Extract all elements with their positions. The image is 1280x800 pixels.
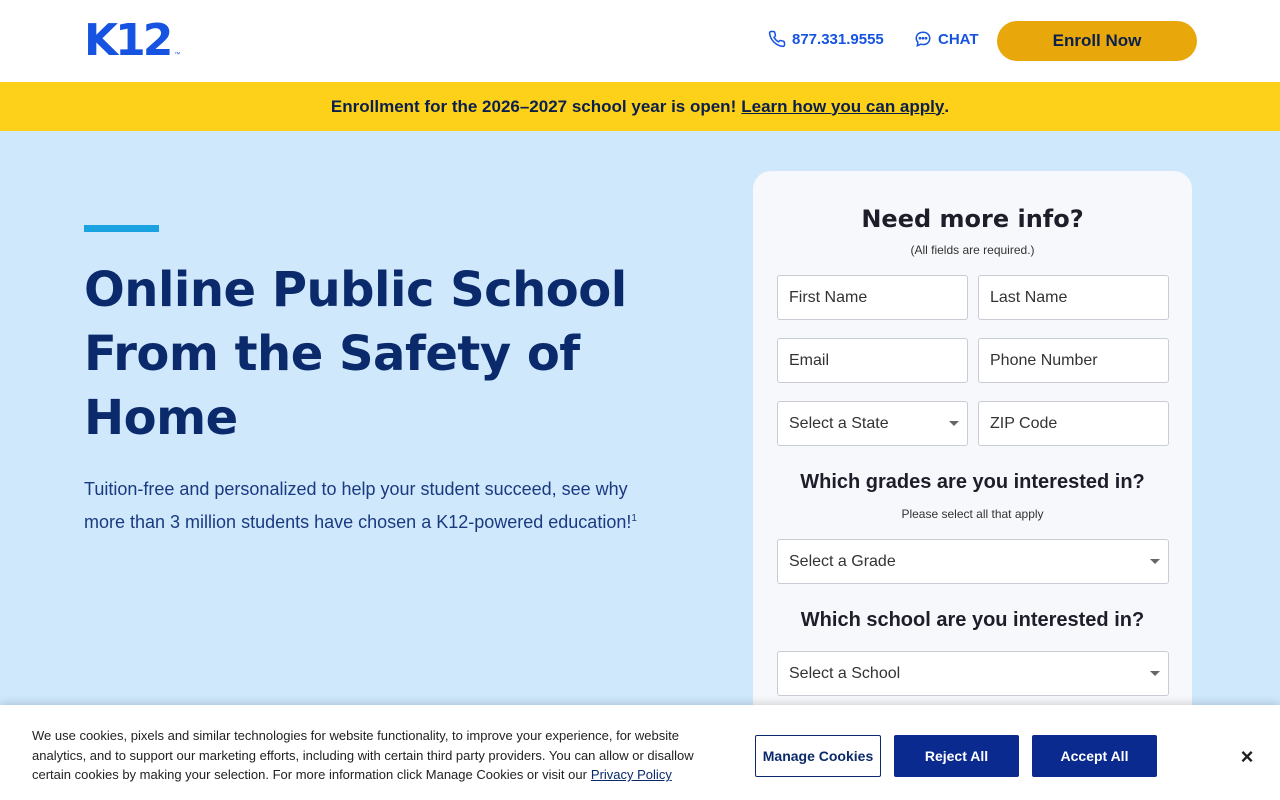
hero-title: Online Public School From the Safety of Home [84, 262, 627, 446]
first-name-field[interactable]: First Name [777, 275, 968, 320]
school-select[interactable] [777, 651, 1169, 696]
cookie-consent-bar [0, 705, 1280, 800]
footnote-marker: 1 [631, 513, 637, 524]
phone-field[interactable]: Phone Number [978, 338, 1169, 383]
info-request-form [753, 171, 1192, 731]
grade-select[interactable] [777, 539, 1169, 584]
last-name-field[interactable]: Last Name [978, 275, 1169, 320]
chevron-down-icon [1150, 559, 1160, 564]
chevron-down-icon [949, 421, 959, 426]
enroll-now-button[interactable]: Enroll Now [997, 21, 1197, 61]
chevron-down-icon [1150, 671, 1160, 676]
accept-all-button[interactable]: Accept All [1032, 735, 1157, 777]
phone-link[interactable] [768, 30, 884, 48]
state-select[interactable] [777, 401, 968, 446]
logo-trademark: ™ [174, 52, 181, 58]
hero-subtitle-text: Tuition-free and personalized to help your student succeed, see why more than 3 million students have chosen a K12-powered education! [84, 479, 632, 532]
chat-link[interactable] [914, 30, 979, 48]
form-title: Need more info? [861, 205, 1084, 233]
grades-note: Please select all that apply [901, 507, 1044, 521]
zip-field[interactable]: ZIP Code [978, 401, 1169, 446]
phone-number: 877.331.9555 [792, 30, 884, 48]
accent-bar [84, 225, 159, 232]
required-note: (All fields are required.) [910, 243, 1035, 257]
privacy-policy-link[interactable]: Privacy Policy [590, 767, 672, 782]
grades-question: Which grades are you interested in? [800, 471, 1145, 493]
logo-text: K12 [84, 15, 171, 66]
site-header [0, 0, 1280, 82]
k12-logo[interactable] [84, 15, 181, 66]
cookie-message: We use cookies, pixels and similar technologies for website functionality, to improve your experience, for website analytics, and to support our marketing efforts, including with certain third party providers. You can allow or disallow certain cookies by making your selection. For more information click Manage Cookies or visit our [32, 728, 694, 782]
close-icon[interactable]: × [1240, 744, 1254, 769]
chat-bubble-icon [914, 30, 932, 48]
enrollment-banner [0, 82, 1280, 131]
banner-text: Enrollment for the 2026–2027 school year is open! [330, 96, 737, 116]
state-select-value: Select a State [789, 414, 889, 432]
reject-all-button[interactable]: Reject All [894, 735, 1019, 777]
school-question: Which school are you interested in? [800, 609, 1145, 631]
phone-icon [768, 30, 786, 48]
grade-select-value: Select a Grade [789, 552, 896, 570]
email-field[interactable]: Email [777, 338, 968, 383]
banner-suffix: . [944, 96, 950, 116]
apply-link[interactable]: Learn how you can apply [741, 96, 945, 116]
manage-cookies-button[interactable]: Manage Cookies [755, 735, 881, 777]
chat-label: CHAT [938, 30, 979, 48]
cookie-text [32, 726, 702, 785]
hero-subtitle [84, 475, 644, 537]
school-select-value: Select a School [789, 664, 901, 682]
